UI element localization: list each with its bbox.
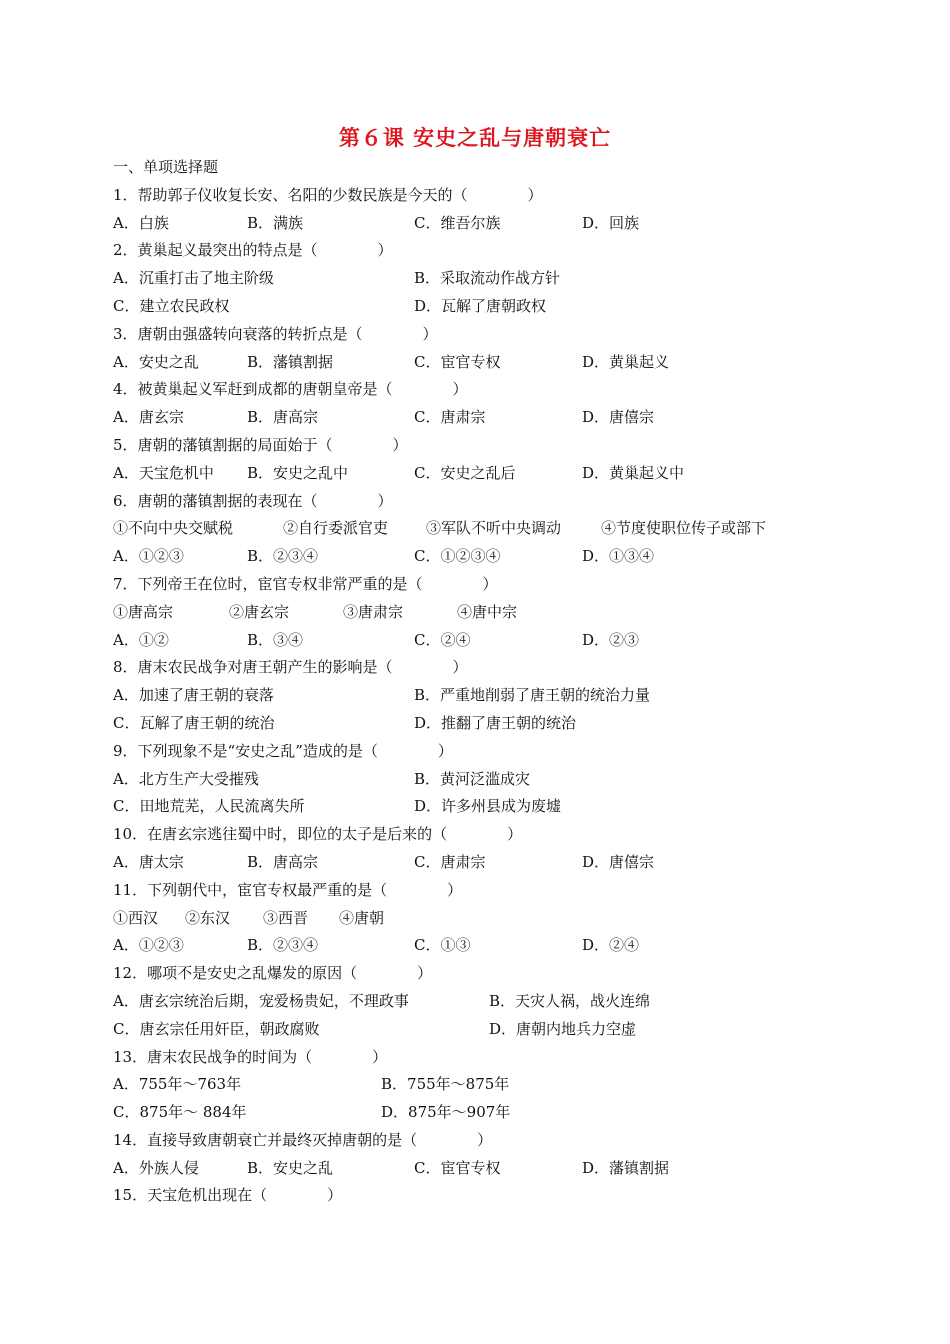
answer-option: A．外族人侵: [113, 1158, 199, 1177]
answer-option: C．瓦解了唐王朝的统治: [113, 713, 275, 732]
answer-options: [113, 1099, 833, 1127]
answer-options: [113, 265, 833, 293]
question-text: 8．唐末农民战争对唐王朝产生的影响是（ ）: [113, 658, 468, 677]
answer-option: D．瓦解了唐朝政权: [414, 296, 547, 315]
question-text: 12．哪项不是安史之乱爆发的原因（ ）: [113, 964, 433, 983]
answer-option: D．黄巢起义: [582, 352, 670, 371]
answer-option: B．安史之乱: [247, 1158, 334, 1177]
statement-item: ④唐中宗: [457, 602, 518, 621]
question-stem: [113, 1182, 833, 1210]
answer-options: [113, 932, 833, 960]
question-stem: [113, 960, 833, 988]
answer-option: B．②③④: [247, 547, 319, 566]
question-text: 3．唐朝由强盛转向衰落的转折点是（ ）: [113, 324, 438, 343]
answer-option: D．②④: [582, 936, 640, 955]
answer-option: C．875年～ 884年: [113, 1103, 247, 1122]
section-heading: [113, 154, 833, 182]
question-stem: [113, 738, 833, 766]
answer-option: A．①②③: [113, 547, 184, 566]
answer-options: [113, 849, 833, 877]
answer-options: [113, 349, 833, 377]
statement-item: ①不向中央交赋税: [113, 519, 234, 538]
answer-option: C．田地荒芜，人民流离失所: [113, 797, 305, 816]
statement-item: ④唐朝: [339, 908, 385, 927]
answer-option: B．满族: [247, 213, 304, 232]
answer-option: A．白族: [113, 213, 169, 232]
answer-option: B．②③④: [247, 936, 319, 955]
answer-options: [113, 1155, 833, 1183]
answer-option: A．天宝危机中: [113, 463, 214, 482]
answer-option: C．唐肃宗: [414, 852, 486, 871]
answer-option: A．唐太宗: [113, 852, 184, 871]
answer-option: C．唐玄宗任用奸臣，朝政腐败: [113, 1019, 320, 1038]
statement-item: ③西晋: [263, 908, 309, 927]
answer-option: B．唐高宗: [247, 408, 319, 427]
statement-item: ④节度使职位传子或部下: [601, 519, 767, 538]
statement-item: ③军队不听中央调动: [426, 519, 562, 538]
statement-items: [113, 905, 833, 933]
answer-options: [113, 404, 833, 432]
answer-options: [113, 766, 833, 794]
answer-option: C．①②③④: [414, 547, 501, 566]
answer-option: A．755年～763年: [113, 1075, 242, 1094]
question-text: 2．黄巢起义最突出的特点是（ ）: [113, 241, 393, 260]
answer-options: [113, 210, 833, 238]
question-stem: [113, 877, 833, 905]
answer-options: [113, 460, 833, 488]
answer-options: [113, 1016, 833, 1044]
answer-option: B．唐高宗: [247, 852, 319, 871]
answer-option: D．①③④: [582, 547, 655, 566]
answer-option: D．唐僖宗: [582, 408, 655, 427]
question-text: 15．天宝危机出现在（ ）: [113, 1186, 343, 1205]
answer-option: A．①②: [113, 630, 169, 649]
question-stem: [113, 654, 833, 682]
answer-option: D．黄巢起义中: [582, 463, 685, 482]
question-stem: [113, 237, 833, 265]
question-text: 1．帮助郭子仪收复长安、名阳的少数民族是今天的（ ）: [113, 185, 543, 204]
answer-option: C．②④: [414, 630, 471, 649]
answer-option: A．①②③: [113, 936, 184, 955]
answer-option: D．②③: [582, 630, 640, 649]
answer-option: D．推翻了唐王朝的统治: [414, 713, 577, 732]
answer-option: D．许多州县成为废墟: [414, 797, 562, 816]
answer-option: B．严重地削弱了唐王朝的统治力量: [414, 686, 651, 705]
answer-option: A．加速了唐王朝的衰落: [113, 686, 274, 705]
statement-items: [113, 515, 833, 543]
question-text: 4．被黄巢起义军赶到成都的唐朝皇帝是（ ）: [113, 380, 468, 399]
statement-items: [113, 599, 833, 627]
answer-options: [113, 682, 833, 710]
answer-option: B．黄河泛滥成灾: [414, 769, 531, 788]
answer-option: D．875年～907年: [381, 1103, 511, 1122]
question-text: 6．唐朝的藩镇割据的表现在（ ）: [113, 491, 393, 510]
answer-option: D．唐僖宗: [582, 852, 655, 871]
answer-options: [113, 710, 833, 738]
question-stem: [113, 821, 833, 849]
answer-option: B．755年～875年: [381, 1075, 510, 1094]
answer-option: C．宦官专权: [414, 352, 501, 371]
question-text: 5．唐朝的藩镇割据的局面始于（ ）: [113, 435, 408, 454]
question-text: 11．下列朝代中，宦官专权最严重的是（ ）: [113, 880, 463, 899]
question-stem: [113, 488, 833, 516]
statement-item: ②自行委派官吏: [283, 519, 389, 538]
answer-option: B．天灾人祸，战火连绵: [489, 991, 651, 1010]
answer-option: A．安史之乱: [113, 352, 199, 371]
question-text: 9．下列现象不是“安史之乱”造成的是（ ）: [113, 741, 453, 760]
question-stem: [113, 1127, 833, 1155]
answer-option: C．①③: [414, 936, 471, 955]
answer-option: C．唐肃宗: [414, 408, 486, 427]
question-text: 13．唐末农民战争的时间为（ ）: [113, 1047, 388, 1066]
answer-options: [113, 793, 833, 821]
answer-option: C．安史之乱后: [414, 463, 516, 482]
answer-option: C．宦官专权: [414, 1158, 501, 1177]
page-title: 第６课 安史之乱与唐朝衰亡: [338, 126, 612, 150]
section-heading-text: 一、单项选择题: [113, 158, 219, 176]
statement-item: ②唐玄宗: [229, 602, 290, 621]
question-stem: [113, 432, 833, 460]
answer-options: [113, 1071, 833, 1099]
answer-option: B．采取流动作战方针: [414, 269, 561, 288]
answer-option: B．③④: [247, 630, 304, 649]
question-text: 10．在唐玄宗逃往蜀中时，即位的太子是后来的（ ）: [113, 825, 523, 844]
answer-options: [113, 627, 833, 655]
question-stem: [113, 571, 833, 599]
statement-item: ②东汉: [185, 908, 231, 927]
answer-options: [113, 543, 833, 571]
question-list: [113, 154, 833, 1210]
answer-option: B．安史之乱中: [247, 463, 349, 482]
question-stem: [113, 1044, 833, 1072]
answer-options: [113, 293, 833, 321]
answer-option: D．回族: [582, 213, 640, 232]
answer-option: B．藩镇割据: [247, 352, 334, 371]
statement-item: ①西汉: [113, 908, 159, 927]
statement-item: ③唐肃宗: [343, 602, 404, 621]
answer-option: D．唐朝内地兵力空虚: [489, 1019, 637, 1038]
question-text: 14．直接导致唐朝衰亡并最终灭掉唐朝的是（ ）: [113, 1130, 493, 1149]
answer-option: D．藩镇割据: [582, 1158, 670, 1177]
answer-option: C．建立农民政权: [113, 296, 230, 315]
question-text: 7．下列帝王在位时，宦官专权非常严重的是（ ）: [113, 574, 498, 593]
question-stem: [113, 376, 833, 404]
question-stem: [113, 321, 833, 349]
question-stem: [113, 182, 833, 210]
answer-option: A．唐玄宗统治后期，宠爱杨贵妃，不理政事: [113, 991, 409, 1010]
answer-options: [113, 988, 833, 1016]
answer-option: C．维吾尔族: [414, 213, 501, 232]
answer-option: A．北方生产大受摧残: [113, 769, 259, 788]
answer-option: A．沉重打击了地主阶级: [113, 269, 274, 288]
statement-item: ①唐高宗: [113, 602, 174, 621]
answer-option: A．唐玄宗: [113, 408, 184, 427]
